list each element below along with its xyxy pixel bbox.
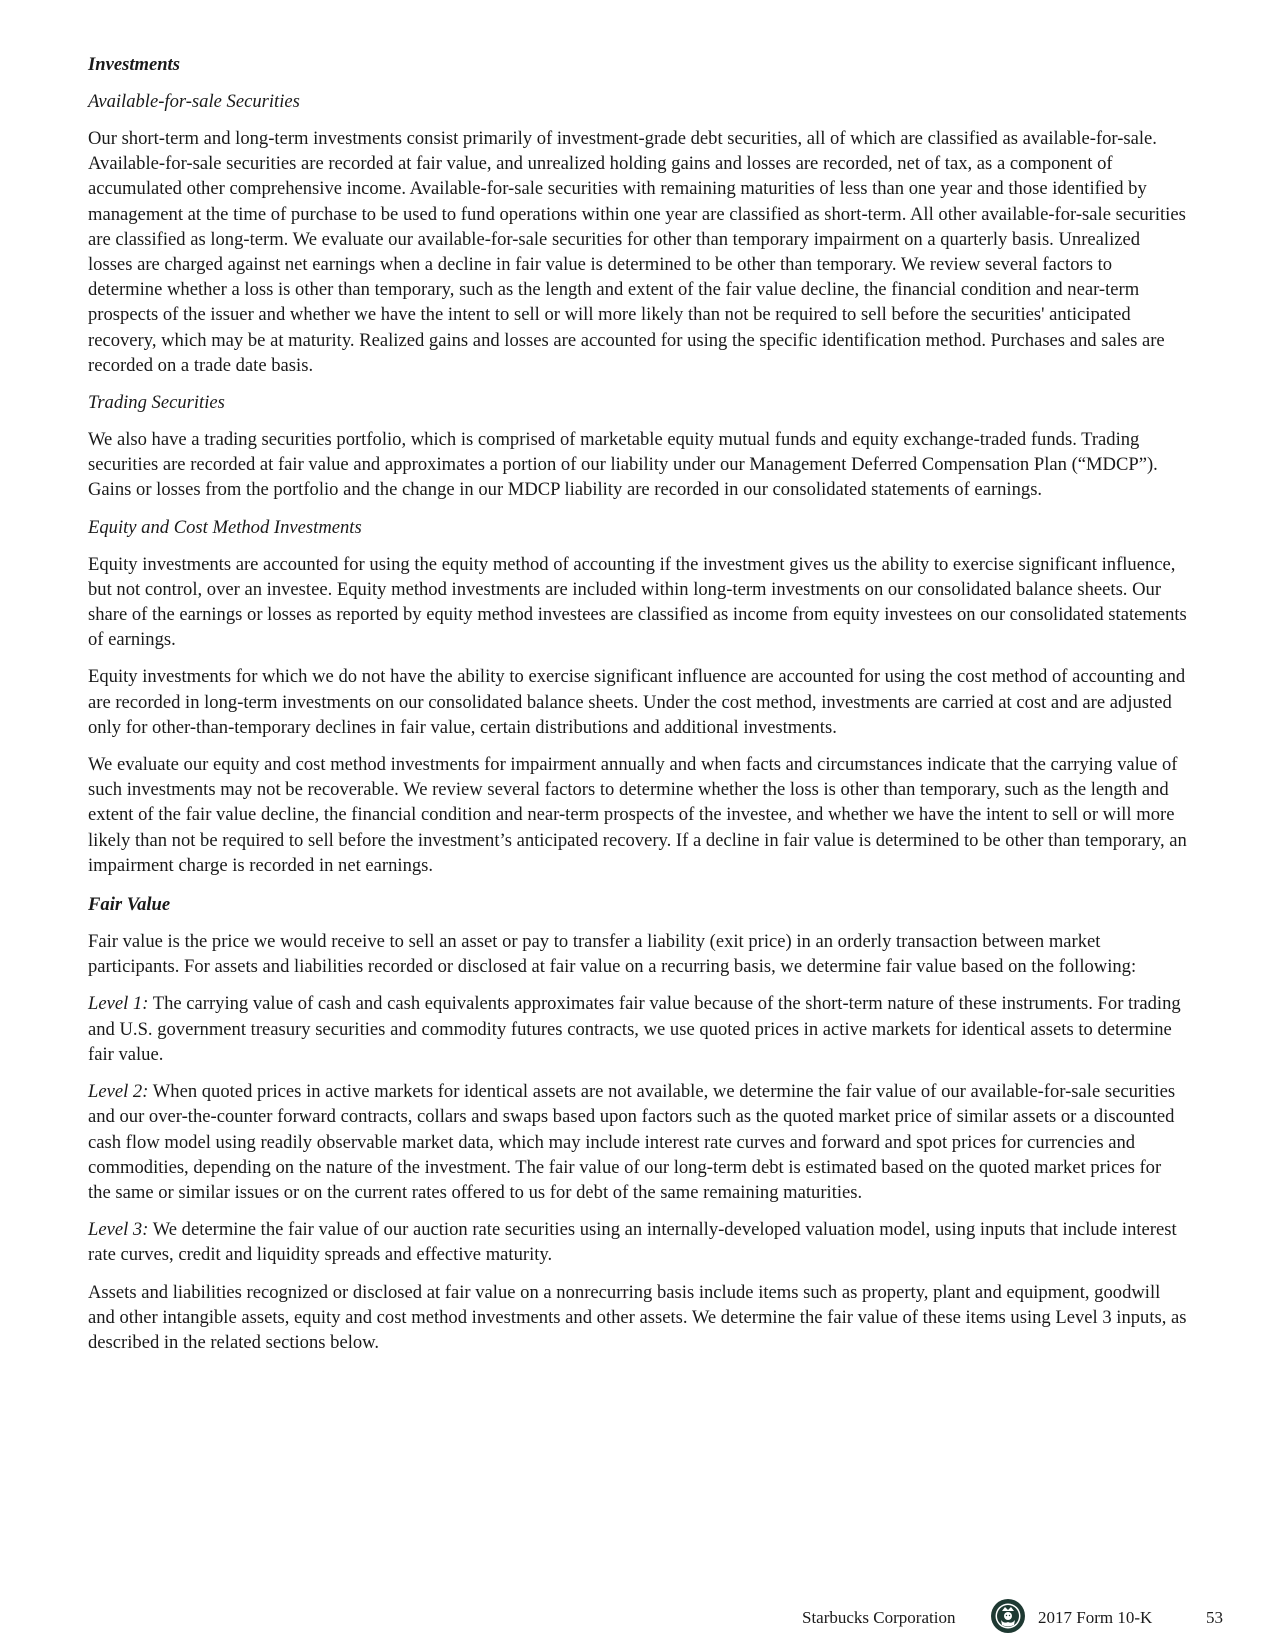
investments-heading: Investments	[88, 54, 180, 75]
level1-paragraph	[88, 991, 1188, 1067]
footer-company: Starbucks Corporation	[802, 1608, 956, 1627]
level1-text: The carrying value of cash and cash equivalents approximates fair value because of the short-term nature of these instruments. For trading and U.S. government treasury securities and commodity futures contracts, we use quoted prices in active markets for identical assets to determine fair value.	[88, 993, 1181, 1065]
trading-paragraph: We also have a trading securities portfolio, which is comprised of marketable equity mutual funds and equity exchange-traded funds. Trading securities are recorded at fair value and approximates a portion of our liability under our Management Deferred Compensation Plan (“MDCP”). Gains or losses from the portfolio and the change in our MDCP liability are recorded in our consolidated statements of earnings.	[88, 429, 1158, 501]
level1-label: Level 1:	[88, 993, 149, 1015]
nonrecurring-paragraph: Assets and liabilities recognized or disclosed at fair value on a nonrecurring basis include items such as property, plant and equipment, goodwill and other intangible assets, equity and cost method investments and other assets. We determine the fair value of these items using Level 3 inputs, as described in the related sections below.	[88, 1281, 1187, 1353]
level2-label: Level 2:	[88, 1081, 149, 1103]
level3-text: We determine the fair value of our auction rate securities using an internally-developed valuation model, using inputs that include interest rate curves, credit and liquidity spreads and effective maturity.	[88, 1219, 1177, 1266]
equity-paragraph-1: Equity investments are accounted for using the equity method of accounting if the investment gives us the ability to exercise significant influence, but not control, over an investee. Equity method investments are included within long-term investments on our consolidated balance sheets. Our share of the earnings or losses as reported by equity method investees are classified as income from equity investees on our consolidated statements of earnings.	[88, 553, 1187, 651]
level2-paragraph	[88, 1079, 1188, 1205]
afs-paragraph: Our short-term and long-term investments consist primarily of investment-grade debt securities, all of which are classified as available-for-sale. Available-for-sale securities are recorded at fair value, and unrealized holding gains and losses are recorded, net of tax, as a component of accumulated other comprehensive income. Available-for-sale securities with remaining maturities of less than one year and those identified by management at the time of purchase to be used to fund operations within one year are classified as short-term. All other available-for-sale securities are classified as long-term. We evaluate our available-for-sale securities for other than temporary impairment on a quarterly basis. Unrealized losses are charged against net earnings when a decline in fair value is determined to be other than temporary. We review several factors to determine whether a loss is other than temporary, such as the length and extent of the fair value decline, the financial condition and near-term prospects of the issuer and whether we have the intent to sell or will more likely than not be required to sell before the securities' anticipated recovery, which may be at maturity. Realized gains and losses are accounted for using the specific identification method. Purchases and sales are recorded on a trade date basis.	[88, 128, 1186, 376]
level2-text: When quoted prices in active markets for identical assets are not available, we determine the fair value of our available-for-sale securities and our over-the-counter forward contracts, collars and swaps based upon factors such as the quoted market price of similar assets or a discounted cash flow model using readily observable market data, which may include interest rate curves and forward and spot prices for currencies and commodities, depending on the nature of the investment. The fair value of our long-term debt is estimated based on the quoted market prices for the same or similar issues or on the current rates offered to us for debt of the same remaining maturities.	[88, 1081, 1176, 1203]
page-number: 53	[1206, 1608, 1223, 1627]
fair-value-heading: Fair Value	[88, 894, 171, 916]
section-spacer	[88, 878, 1188, 892]
level3-paragraph	[88, 1217, 1188, 1267]
footer-form: 2017 Form 10-K	[1038, 1608, 1153, 1627]
equity-paragraph-3: We evaluate our equity and cost method investments for impairment annually and when facts and circumstances indicate that the carrying value of such investments may not be recoverable. We review several factors to determine whether the loss is other than temporary, such as the length and extent of the fair value decline, the financial condition and near-term prospects of the investee, and whether we have the intent to sell or will more likely than not be required to sell before the investment’s anticipated recovery. If a decline in fair value is determined to be other than temporary, an impairment charge is recorded in net earnings.	[88, 754, 1187, 876]
fair-value-intro: Fair value is the price we would receive to sell an asset or pay to transfer a liability (exit price) in an orderly transaction between market participants. For assets and liabilities recorded or disclosed at fair value on a recurring basis, we determine fair value based on the following:	[88, 931, 1137, 978]
page-footer	[0, 1598, 1263, 1634]
equity-paragraph-2: Equity investments for which we do not have the ability to exercise significant influence are accounted for using the cost method of accounting and are recorded in long-term investments on our consolidated balance sheets. Under the cost method, investments are carried at cost and are adjusted only for other-than-temporary declines in fair value, certain distributions and additional investments.	[88, 666, 1186, 738]
equity-subheading: Equity and Cost Method Investments	[88, 516, 362, 538]
afs-subheading: Available-for-sale Securities	[88, 91, 300, 112]
starbucks-siren-logo-icon	[990, 1598, 1026, 1634]
trading-subheading: Trading Securities	[88, 392, 225, 414]
document-page	[88, 52, 1188, 1355]
level3-label: Level 3:	[88, 1219, 149, 1241]
